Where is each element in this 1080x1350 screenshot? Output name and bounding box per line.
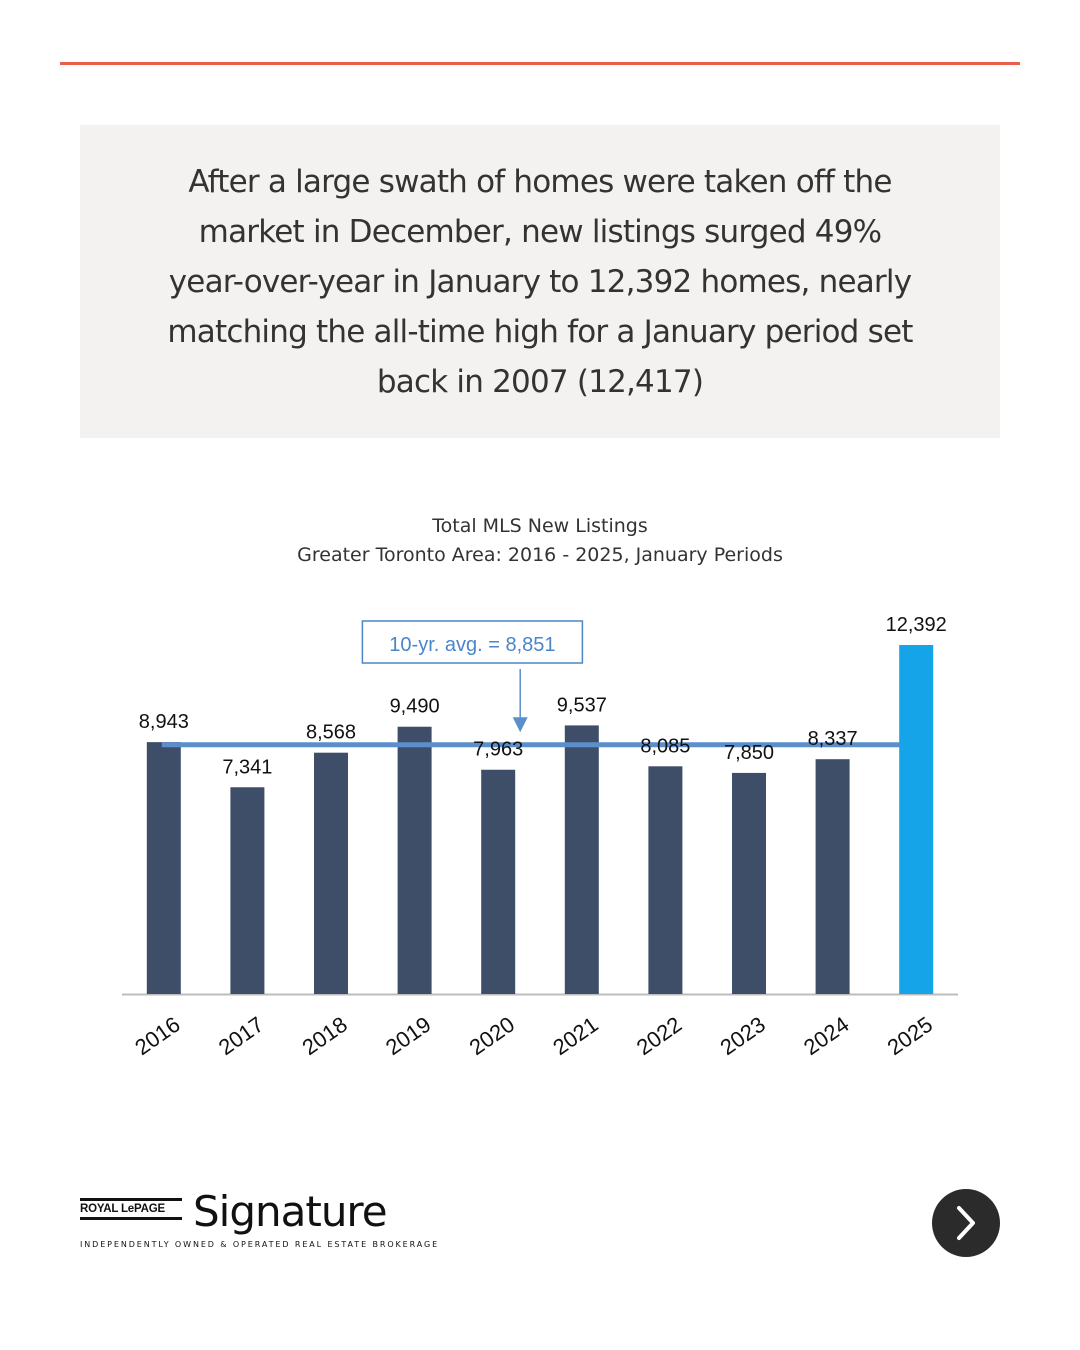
- bar-2019: [398, 727, 432, 994]
- bar-value-label-2018: 8,568: [305, 721, 357, 744]
- chart-subtitle: Greater Toronto Area: 2016 - 2025, January Periods: [297, 544, 783, 566]
- bar-2025: [899, 645, 933, 994]
- bar-value-label-2023: 7,850: [723, 741, 775, 764]
- bar-2021: [565, 725, 599, 994]
- bar-value-label-2020: 7,963: [473, 738, 524, 761]
- bar-2018: [314, 753, 348, 994]
- headline-text: After a large swath of homes were taken off the market in December, new listings surged 49% year-over-year in January to 12,392 homes, nearly matching the all-time high for a January period set back in 2007 (12,417): [167, 163, 913, 400]
- bar-2017: [230, 787, 264, 994]
- chart-title: Total MLS New Listings: [432, 515, 648, 537]
- royal-lepage-wordmark: [80, 1198, 182, 1220]
- x-tick-label-2024: 2024: [799, 1011, 854, 1061]
- bar-value-label-2019: 9,490: [389, 695, 440, 718]
- x-tick-label-2017: 2017: [213, 1011, 269, 1061]
- brand-tagline: INDEPENDENTLY OWNED & OPERATED REAL ESTATE BROKERAGE: [80, 1240, 440, 1249]
- brand-name: Signature: [193, 1187, 387, 1236]
- bar-2022: [648, 766, 682, 994]
- bar-value-label-2024: 8,337: [807, 728, 858, 751]
- average-callout-label: 10-yr. avg. = 8,851: [389, 634, 556, 656]
- next-slide-button[interactable]: [932, 1189, 1000, 1257]
- bar-value-label-2025: 12,392: [885, 614, 947, 636]
- x-tick-label-2020: 2020: [464, 1011, 520, 1061]
- bar-value-label-2017: 7,341: [222, 756, 273, 779]
- x-tick-label-2018: 2018: [297, 1011, 352, 1061]
- x-tick-label-2022: 2022: [631, 1011, 687, 1061]
- bar-value-label-2022: 8,085: [640, 735, 691, 758]
- brand-prefix: ROYAL LePAGE: [80, 1203, 165, 1215]
- x-tick-label-2016: 2016: [130, 1011, 185, 1061]
- x-tick-label-2019: 2019: [381, 1011, 436, 1061]
- x-tick-label-2023: 2023: [715, 1011, 770, 1061]
- bar-2020: [481, 770, 515, 994]
- bar-2023: [732, 773, 766, 994]
- bar-value-label-2016: 8,943: [138, 711, 189, 734]
- chevron-right-icon: [951, 1203, 981, 1243]
- bar-value-label-2021: 9,537: [556, 694, 607, 717]
- x-tick-label-2025: 2025: [882, 1011, 938, 1061]
- bar-2024: [816, 759, 850, 994]
- bar-2016: [147, 742, 181, 994]
- brand-logo: [80, 1187, 440, 1252]
- x-tick-label-2021: 2021: [548, 1011, 603, 1061]
